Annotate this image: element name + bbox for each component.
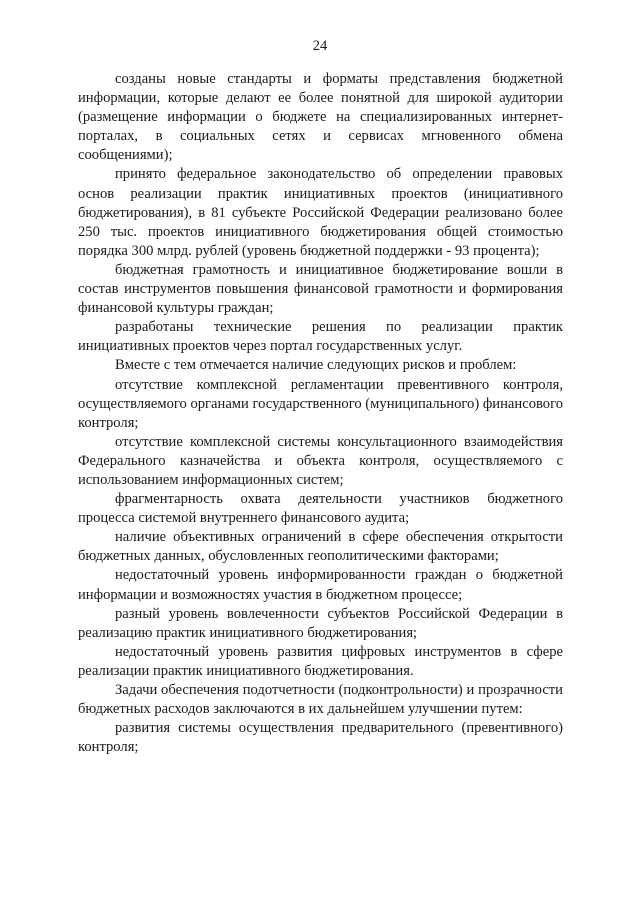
document-body bbox=[78, 70, 563, 757]
paragraph: недостаточный уровень развития цифровых инструментов в сфере реализации практик инициативного бюджетирования. bbox=[78, 643, 563, 679]
paragraph: созданы новые стандарты и форматы представления бюджетной информации, которые делают ее более понятной для широкой аудитории (размещение информации о бюджете на специализированных интернет-порталах, в социальных сетях и сервисах мгновенного обмена сообщениями); bbox=[78, 71, 563, 164]
paragraph: разработаны технические решения по реализации практик инициативных проектов через портал государственных услуг. bbox=[78, 319, 563, 355]
paragraph: наличие объективных ограничений в сфере обеспечения открытости бюджетных данных, обусловленных геополитическими факторами; bbox=[78, 529, 563, 565]
paragraph: бюджетная грамотность и инициативное бюджетирование вошли в состав инструментов повышения финансовой грамотности и формирования финансовой культуры граждан; bbox=[78, 261, 563, 317]
paragraph: отсутствие комплексной регламентации превентивного контроля, осуществляемого органами государственного (муниципального) финансового контроля; bbox=[78, 376, 563, 431]
paragraph: недостаточный уровень информированности граждан о бюджетной информации и возможностях участия в бюджетном процессе; bbox=[78, 567, 563, 603]
paragraph: Задачи обеспечения подотчетности (подконтрольности) и прозрачности бюджетных расходов заключаются в их дальнейшем улучшении путем: bbox=[78, 682, 563, 718]
paragraph: Вместе с тем отмечается наличие следующих рисков и проблем: bbox=[115, 357, 517, 374]
paragraph: отсутствие комплексной системы консультационного взаимодействия Федерального казначейства и объекта контроля, осуществляемого с использованием информационных систем; bbox=[78, 433, 563, 488]
paragraph: разный уровень вовлеченности субъектов Российской Федерации в реализацию практик инициативного бюджетирования; bbox=[78, 605, 563, 641]
paragraph: принято федеральное законодательство об определении правовых основ реализации практик инициативных проектов (инициативного бюджетирования), в 81 субъекте Российской Федерации реализовано более 250 тыс. проектов инициативного бюджетирования общей стоимостью порядка 300 млрд. рублей (уровень бюджетной поддержки - 93 процента); bbox=[78, 166, 563, 259]
paragraph: фрагментарность охвата деятельности участников бюджетного процесса системой внутреннего финансового аудита; bbox=[78, 491, 563, 527]
page-number: 24 bbox=[312, 38, 328, 54]
paragraph: развития системы осуществления предварительного (превентивного) контроля; bbox=[78, 720, 563, 756]
